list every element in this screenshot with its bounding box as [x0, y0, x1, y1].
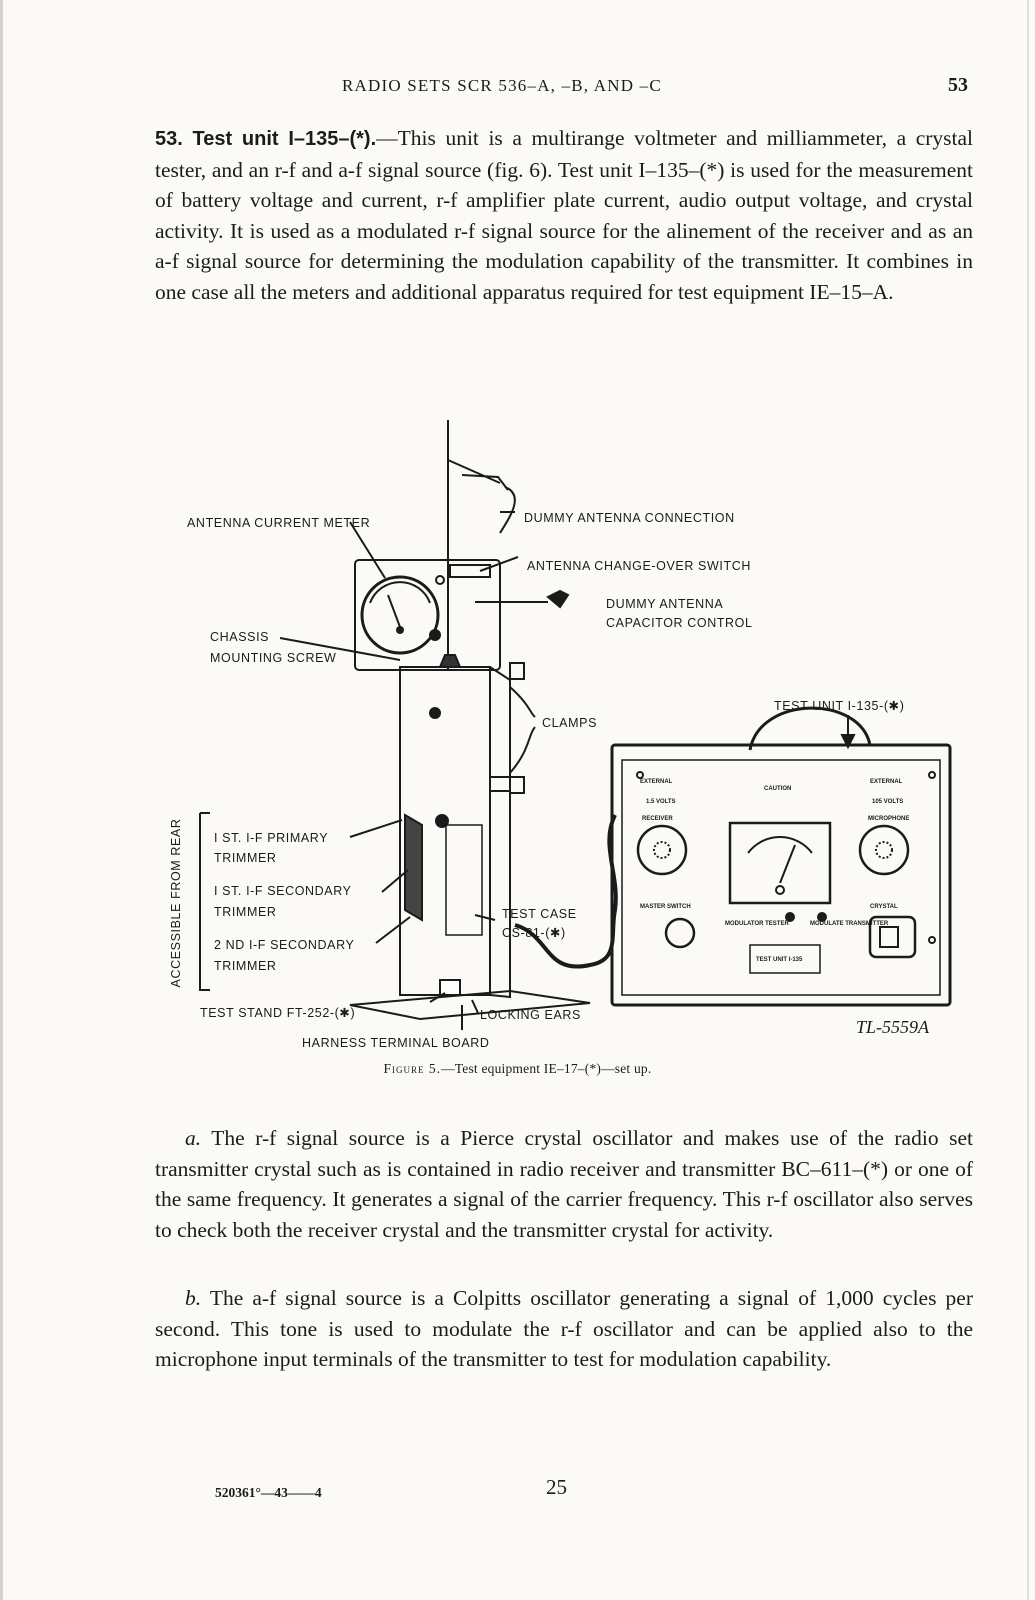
label-test-stand: TEST STAND FT-252-(✱) [200, 1006, 356, 1020]
panel-microphone: MICROPHONE [868, 816, 910, 822]
paragraph-53-body: —This unit is a multirange voltmeter and milliammeter, a crystal tester, and an r-f and a-f signal source (fig. 6). Test unit I–135–(*) is used for the measurement of battery voltage and current, r-f amplifier plate current, audio output voltage, and crystal activity. It is used as a modulated r-f signal source for the alinement of the receiver and as an a-f signal source for determining the modulation capability of the transmitter. It combines in one case all the meters and additional apparatus required for test equipment IE–15–A. [155, 126, 973, 304]
section-heading: 53. Test unit I–135–(*). [155, 128, 377, 150]
panel-master-switch: MASTER SWITCH [640, 904, 691, 910]
label-trimmer-3a: 2 ND I-F SECONDARY [214, 938, 355, 952]
left-scan-edge [0, 0, 3, 1600]
label-trimmer-2b: TRIMMER [214, 905, 277, 919]
master-switch-knob [666, 919, 694, 947]
footer-folio: 25 [546, 1475, 567, 1499]
figure-caption [0, 1061, 1035, 1077]
label-harness-board: HARNESS TERMINAL BOARD [302, 1036, 490, 1050]
label-trimmer-1a: I ST. I-F PRIMARY [214, 831, 329, 845]
page-number: 53 [948, 74, 968, 96]
label-chassis-screw-2: MOUNTING SCREW [210, 651, 337, 665]
label-test-unit: TEST UNIT I-135-(✱) [774, 699, 905, 713]
panel-volts-left: 1.5 VOLTS [646, 799, 676, 805]
panel-external-right: EXTERNAL [870, 779, 903, 785]
label-dummy-antenna-capacitor-2: CAPACITOR CONTROL [606, 616, 753, 630]
paragraph-53 [155, 123, 973, 308]
antenna-current-meter [362, 577, 438, 653]
label-trimmer-2a: I ST. I-F SECONDARY [214, 884, 352, 898]
label-test-case-1: TEST CASE [502, 907, 577, 921]
panel-receiver: RECEIVER [642, 816, 673, 822]
tl-number: TL-5559A [856, 1017, 930, 1037]
label-dummy-antenna-capacitor-1: DUMMY ANTENNA [606, 597, 724, 611]
label-antenna-changeover-switch: ANTENNA CHANGE-OVER SWITCH [527, 559, 751, 573]
caption-figure-label: Figure 5. [383, 1061, 442, 1076]
interconnect-cable [515, 815, 616, 967]
label-trimmer-3b: TRIMMER [214, 959, 277, 973]
footer-print-code: 520361°—43——4 [215, 1485, 322, 1500]
panel-modulator-tester: MODULATOR TESTER [725, 921, 789, 927]
microphone-socket [860, 826, 908, 874]
panel-meter [730, 823, 830, 903]
paragraph-a-label: a. [185, 1126, 202, 1150]
receiver-socket [638, 826, 686, 874]
paragraph-b-body: The a-f signal source is a Colpitts oscillator generating a signal of 1,000 cycles per second. This tone is used to modulate the r-f oscillator and can be applied also to the microphone input terminals of the transmitter to test for modulation capability. [155, 1286, 973, 1372]
label-accessible-from-rear: ACCESSIBLE FROM REAR [169, 818, 183, 988]
clamp-bottom [510, 777, 524, 793]
panel-volts-right: 105 VOLTS [872, 799, 904, 805]
right-scan-edge [1027, 0, 1029, 1600]
panel-crystal: CRYSTAL [870, 904, 898, 910]
paragraph-b [155, 1283, 973, 1375]
paragraph-b-label: b. [185, 1286, 202, 1310]
panel-modulate-transmitter: MODULATE TRANSMITTER [810, 921, 889, 927]
panel-external-left: EXTERNAL [640, 779, 673, 785]
label-clamps: CLAMPS [542, 716, 598, 730]
panel-caution: CAUTION [764, 786, 792, 792]
label-chassis-screw-1: CHASSIS [210, 630, 270, 644]
panel-plate-name: TEST UNIT I-135 [756, 957, 803, 963]
label-test-case-2: CS-81-(✱) [502, 926, 566, 940]
label-trimmer-1b: TRIMMER [214, 851, 277, 865]
label-antenna-current-meter: ANTENNA CURRENT METER [187, 516, 371, 530]
running-header: RADIO SETS SCR 536–A, –B, AND –C [342, 76, 662, 95]
figure-5 [150, 405, 980, 1055]
caption-text: —Test equipment IE–17–(*)—set up. [441, 1061, 652, 1076]
clamp-top [510, 663, 524, 679]
label-dummy-antenna-connection: DUMMY ANTENNA CONNECTION [524, 511, 735, 525]
figure-5-illustration [150, 405, 980, 1055]
paragraph-a [155, 1123, 973, 1245]
label-locking-ears: LOCKING EARS [480, 1008, 581, 1022]
paragraph-a-body: The r-f signal source is a Pierce crystal oscillator and makes use of the radio set transmitter crystal such as is contained in radio receiver and transmitter BC–611–(*) or one of the same frequency. It generates a signal of the carrier frequency. This r-f oscillator also serves to check both the receiver crystal and the transmitter crystal for activity. [155, 1126, 973, 1242]
